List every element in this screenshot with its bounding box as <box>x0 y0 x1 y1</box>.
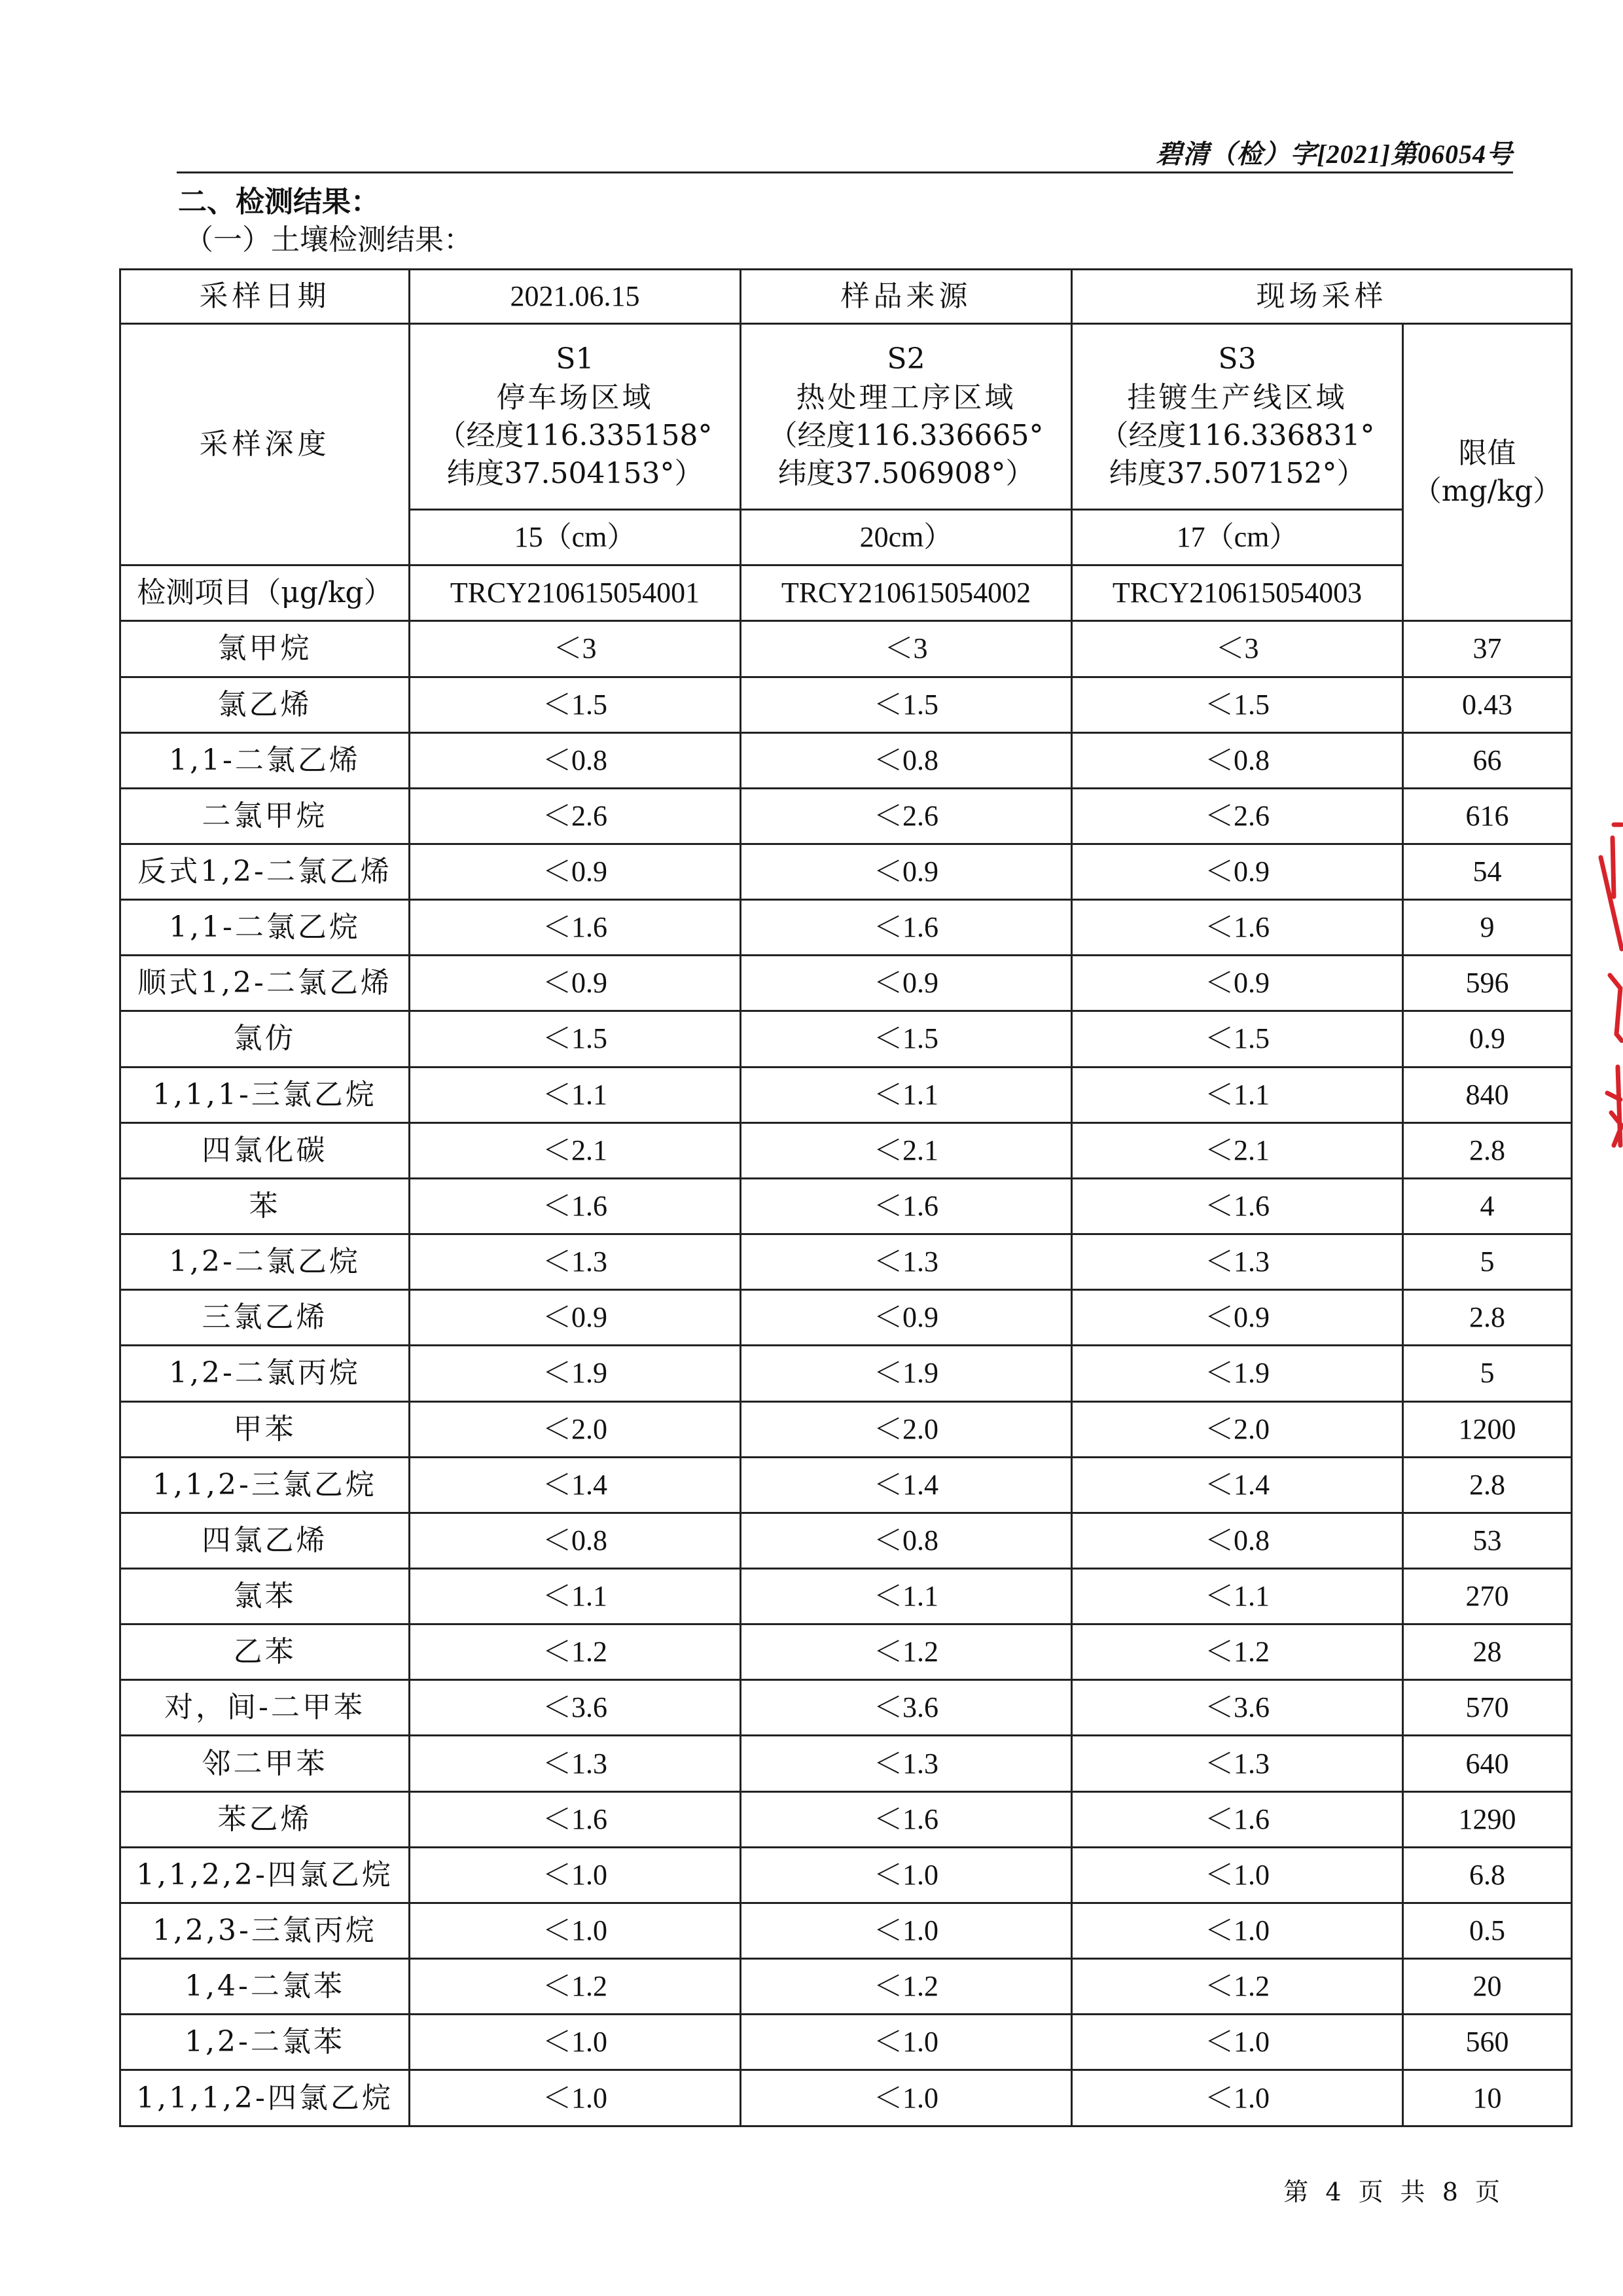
result-s3: ＜0.8 <box>1072 732 1403 788</box>
result-s2: ＜1.5 <box>741 677 1072 732</box>
analyte-name: 1,2-二氯乙烷 <box>120 1234 410 1290</box>
result-s3: ＜1.0 <box>1072 2015 1403 2070</box>
analyte-name: 二氯甲烷 <box>120 788 410 844</box>
result-s2: ＜1.1 <box>741 1569 1072 1624</box>
result-s3: ＜1.6 <box>1072 1178 1403 1234</box>
table-row <box>120 1569 1572 1624</box>
site-area: 挂镀生产线区域 <box>1127 380 1347 414</box>
result-s2: ＜2.0 <box>741 1401 1072 1457</box>
result-s1: ＜1.0 <box>410 1847 741 1903</box>
site-area: 停车场区域 <box>496 380 654 414</box>
result-s2: ＜0.9 <box>741 1290 1072 1346</box>
analyte-name: 1,1,1,2-四氯乙烷 <box>120 2070 410 2126</box>
sample-source-value: 现场采样 <box>1072 270 1572 324</box>
result-s3: ＜1.3 <box>1072 1736 1403 1791</box>
result-s3: ＜0.8 <box>1072 1513 1403 1568</box>
limit-value: 840 <box>1403 1067 1572 1122</box>
result-s2: ＜0.8 <box>741 1513 1072 1568</box>
result-s2: ＜1.3 <box>741 1736 1072 1791</box>
site-s2-sample-code: TRCY210615054002 <box>741 565 1072 621</box>
result-s2: ＜1.2 <box>741 1959 1072 2015</box>
analyte-name: 1,2-二氯苯 <box>120 2015 410 2070</box>
result-s3: ＜1.0 <box>1072 2070 1403 2126</box>
result-s3: ＜1.5 <box>1072 677 1403 732</box>
analyte-name: 1,2,3-三氯丙烷 <box>120 1903 410 1958</box>
analyte-name: 氯甲烷 <box>120 621 410 677</box>
analyte-name: 氯苯 <box>120 1569 410 1624</box>
table-row <box>120 844 1572 899</box>
table-row <box>120 732 1572 788</box>
table-row <box>120 900 1572 956</box>
limit-value: 640 <box>1403 1736 1572 1791</box>
result-s1: ＜1.5 <box>410 1011 741 1067</box>
result-s2: ＜1.1 <box>741 1067 1072 1122</box>
limit-value: 9 <box>1403 900 1572 956</box>
result-s1: ＜1.2 <box>410 1624 741 1680</box>
limit-unit: （mg/kg） <box>1412 474 1562 508</box>
table-row <box>120 1903 1572 1958</box>
analyte-name: 1,1-二氯乙烷 <box>120 900 410 956</box>
table-row <box>120 1122 1572 1178</box>
result-s1: ＜1.0 <box>410 2070 741 2126</box>
result-s1: ＜2.0 <box>410 1401 741 1457</box>
limit-value: 1200 <box>1403 1401 1572 1457</box>
table-row <box>120 1067 1572 1122</box>
result-s2: ＜1.2 <box>741 1624 1072 1680</box>
result-s2: ＜1.5 <box>741 1011 1072 1067</box>
table-row <box>120 1290 1572 1346</box>
report-number: 碧清（检）字[2021]第06054号 <box>1156 139 1513 169</box>
analyte-name: 乙苯 <box>120 1624 410 1680</box>
table-row <box>120 1513 1572 1568</box>
table-row <box>120 621 1572 677</box>
analyte-name: 1,1,1-三氯乙烷 <box>120 1067 410 1122</box>
table-row <box>120 1234 1572 1290</box>
result-s3: ＜1.2 <box>1072 1624 1403 1680</box>
site-s3-info <box>1072 324 1403 510</box>
limit-value: 5 <box>1403 1234 1572 1290</box>
site-id: S2 <box>887 342 925 376</box>
result-s2: ＜1.6 <box>741 1178 1072 1234</box>
result-s3: ＜1.3 <box>1072 1234 1403 1290</box>
table-row <box>120 1959 1572 2015</box>
limit-value: 616 <box>1403 788 1572 844</box>
result-s1: ＜0.8 <box>410 1513 741 1568</box>
result-s3: ＜1.6 <box>1072 900 1403 956</box>
analyte-name: 1,1,2-三氯乙烷 <box>120 1457 410 1513</box>
result-s3: ＜1.4 <box>1072 1457 1403 1513</box>
analyte-name: 1,4-二氯苯 <box>120 1959 410 2015</box>
result-s1: ＜1.9 <box>410 1346 741 1401</box>
table-row <box>120 1457 1572 1513</box>
soil-results-table <box>119 268 1573 2127</box>
analyte-name: 对，间-二甲苯 <box>120 1680 410 1736</box>
limit-value: 5 <box>1403 1346 1572 1401</box>
analyte-name: 四氯乙烯 <box>120 1513 410 1568</box>
analyte-name: 1,1,2,2-四氯乙烷 <box>120 1847 410 1903</box>
analyte-name: 氯仿 <box>120 1011 410 1067</box>
site-longitude: （经度116.336665° <box>768 418 1044 452</box>
header-rule <box>177 171 1513 173</box>
table-row <box>120 2070 1572 2126</box>
limit-value: 560 <box>1403 2015 1572 2070</box>
result-s1: ＜0.9 <box>410 1290 741 1346</box>
result-s1: ＜1.1 <box>410 1569 741 1624</box>
sampling-date-value: 2021.06.15 <box>410 270 741 324</box>
result-s2: ＜2.1 <box>741 1122 1072 1178</box>
limit-value: 28 <box>1403 1624 1572 1680</box>
limit-value: 54 <box>1403 844 1572 899</box>
result-s1: ＜1.0 <box>410 2015 741 2070</box>
sampling-depth-label: 采样深度 <box>120 324 410 565</box>
sub-title: （一）土壤检测结果： <box>185 223 473 257</box>
analyte-name: 顺式1,2-二氯乙烯 <box>120 956 410 1011</box>
result-s1: ＜0.9 <box>410 844 741 899</box>
site-s1-info <box>410 324 741 510</box>
result-s1: ＜3.6 <box>410 1680 741 1736</box>
page-footer: 第 4 页 共 8 页 <box>1283 2178 1500 2206</box>
result-s3: ＜3.6 <box>1072 1680 1403 1736</box>
result-s1: ＜1.6 <box>410 900 741 956</box>
site-s3-depth: 17（cm） <box>1072 510 1403 565</box>
limit-label: 限值 <box>1458 436 1516 470</box>
result-s3: ＜2.6 <box>1072 788 1403 844</box>
limit-value: 0.9 <box>1403 1011 1572 1067</box>
table-row <box>120 1011 1572 1067</box>
analyte-name: 邻二甲苯 <box>120 1736 410 1791</box>
result-s3: ＜1.0 <box>1072 1847 1403 1903</box>
red-seal-stamp <box>1594 818 1623 1158</box>
result-s1: ＜3 <box>410 621 741 677</box>
table-row <box>120 1401 1572 1457</box>
analyte-name: 1,1-二氯乙烯 <box>120 732 410 788</box>
table-row <box>120 1624 1572 1680</box>
result-s2: ＜1.0 <box>741 2070 1072 2126</box>
limit-value: 66 <box>1403 732 1572 788</box>
site-s1-sample-code: TRCY210615054001 <box>410 565 741 621</box>
sample-source-label: 样品来源 <box>741 270 1072 324</box>
analyte-name: 1,2-二氯丙烷 <box>120 1346 410 1401</box>
result-s2: ＜1.6 <box>741 900 1072 956</box>
result-s2: ＜1.0 <box>741 2015 1072 2070</box>
result-s3: ＜1.2 <box>1072 1959 1403 2015</box>
limit-value: 6.8 <box>1403 1847 1572 1903</box>
analyte-name: 苯 <box>120 1178 410 1234</box>
analyte-name: 氯乙烯 <box>120 677 410 732</box>
result-s3: ＜1.5 <box>1072 1011 1403 1067</box>
item-header: 检测项目（μg/kg） <box>120 565 410 621</box>
result-s1: ＜1.2 <box>410 1959 741 2015</box>
result-s3: ＜1.1 <box>1072 1569 1403 1624</box>
analyte-name: 反式1,2-二氯乙烯 <box>120 844 410 899</box>
table-row <box>120 1847 1572 1903</box>
result-s2: ＜1.4 <box>741 1457 1072 1513</box>
result-s3: ＜1.9 <box>1072 1346 1403 1401</box>
limit-value: 270 <box>1403 1569 1572 1624</box>
result-s1: ＜1.6 <box>410 1178 741 1234</box>
result-s2: ＜3.6 <box>741 1680 1072 1736</box>
site-id: S3 <box>1218 342 1257 376</box>
site-longitude: （经度116.335158° <box>437 418 713 452</box>
limit-value: 0.5 <box>1403 1903 1572 1958</box>
result-s1: ＜0.8 <box>410 732 741 788</box>
site-latitude: 纬度37.507152°） <box>1109 456 1366 490</box>
limit-value: 20 <box>1403 1959 1572 2015</box>
table-row <box>120 956 1572 1011</box>
limit-value: 1290 <box>1403 1791 1572 1847</box>
result-s1: ＜1.3 <box>410 1234 741 1290</box>
result-s2: ＜1.9 <box>741 1346 1072 1401</box>
table-row <box>120 677 1572 732</box>
limit-value: 2.8 <box>1403 1290 1572 1346</box>
result-s1: ＜1.6 <box>410 1791 741 1847</box>
result-s2: ＜0.9 <box>741 844 1072 899</box>
result-s3: ＜0.9 <box>1072 1290 1403 1346</box>
result-s3: ＜2.0 <box>1072 1401 1403 1457</box>
site-s1-depth: 15（cm） <box>410 510 741 565</box>
table-row <box>120 1178 1572 1234</box>
site-id: S1 <box>556 342 594 376</box>
site-s2-info <box>741 324 1072 510</box>
result-s3: ＜0.9 <box>1072 844 1403 899</box>
result-s2: ＜1.6 <box>741 1791 1072 1847</box>
result-s3: ＜1.0 <box>1072 1903 1403 1958</box>
result-s2: ＜0.9 <box>741 956 1072 1011</box>
site-s3-sample-code: TRCY210615054003 <box>1072 565 1403 621</box>
limit-value: 37 <box>1403 621 1572 677</box>
site-longitude: （经度116.336831° <box>1099 418 1375 452</box>
section-title: 二、检测结果： <box>178 185 380 219</box>
result-s3: ＜1.6 <box>1072 1791 1403 1847</box>
site-s2-depth: 20cm） <box>741 510 1072 565</box>
site-latitude: 纬度37.504153°） <box>446 456 704 490</box>
analyte-name: 甲苯 <box>120 1401 410 1457</box>
result-s2: ＜1.0 <box>741 1847 1072 1903</box>
table-row <box>120 1680 1572 1736</box>
limit-value: 570 <box>1403 1680 1572 1736</box>
limit-value: 4 <box>1403 1178 1572 1234</box>
table-row <box>120 2015 1572 2070</box>
result-s1: ＜1.4 <box>410 1457 741 1513</box>
analyte-name: 三氯乙烯 <box>120 1290 410 1346</box>
limit-value: 2.8 <box>1403 1457 1572 1513</box>
site-latitude: 纬度37.506908°） <box>777 456 1035 490</box>
result-s3: ＜3 <box>1072 621 1403 677</box>
result-s3: ＜0.9 <box>1072 956 1403 1011</box>
result-s1: ＜2.1 <box>410 1122 741 1178</box>
site-area: 热处理工序区域 <box>796 380 1016 414</box>
limit-value: 2.8 <box>1403 1122 1572 1178</box>
analyte-name: 苯乙烯 <box>120 1791 410 1847</box>
analyte-name: 四氯化碳 <box>120 1122 410 1178</box>
table-row <box>120 788 1572 844</box>
sampling-date-label: 采样日期 <box>120 270 410 324</box>
limit-value: 596 <box>1403 956 1572 1011</box>
result-s1: ＜1.3 <box>410 1736 741 1791</box>
result-s3: ＜1.1 <box>1072 1067 1403 1122</box>
table-row <box>120 1736 1572 1791</box>
result-s1: ＜2.6 <box>410 788 741 844</box>
result-s1: ＜1.1 <box>410 1067 741 1122</box>
result-s1: ＜0.9 <box>410 956 741 1011</box>
result-s2: ＜1.3 <box>741 1234 1072 1290</box>
result-s2: ＜0.8 <box>741 732 1072 788</box>
result-s1: ＜1.0 <box>410 1903 741 1958</box>
table-row <box>120 1791 1572 1847</box>
table-row <box>120 1346 1572 1401</box>
result-s1: ＜1.5 <box>410 677 741 732</box>
result-s3: ＜2.1 <box>1072 1122 1403 1178</box>
result-s2: ＜3 <box>741 621 1072 677</box>
limit-value: 0.43 <box>1403 677 1572 732</box>
result-s2: ＜2.6 <box>741 788 1072 844</box>
limit-value: 10 <box>1403 2070 1572 2126</box>
limit-header <box>1403 324 1572 621</box>
limit-value: 53 <box>1403 1513 1572 1568</box>
result-s2: ＜1.0 <box>741 1903 1072 1958</box>
